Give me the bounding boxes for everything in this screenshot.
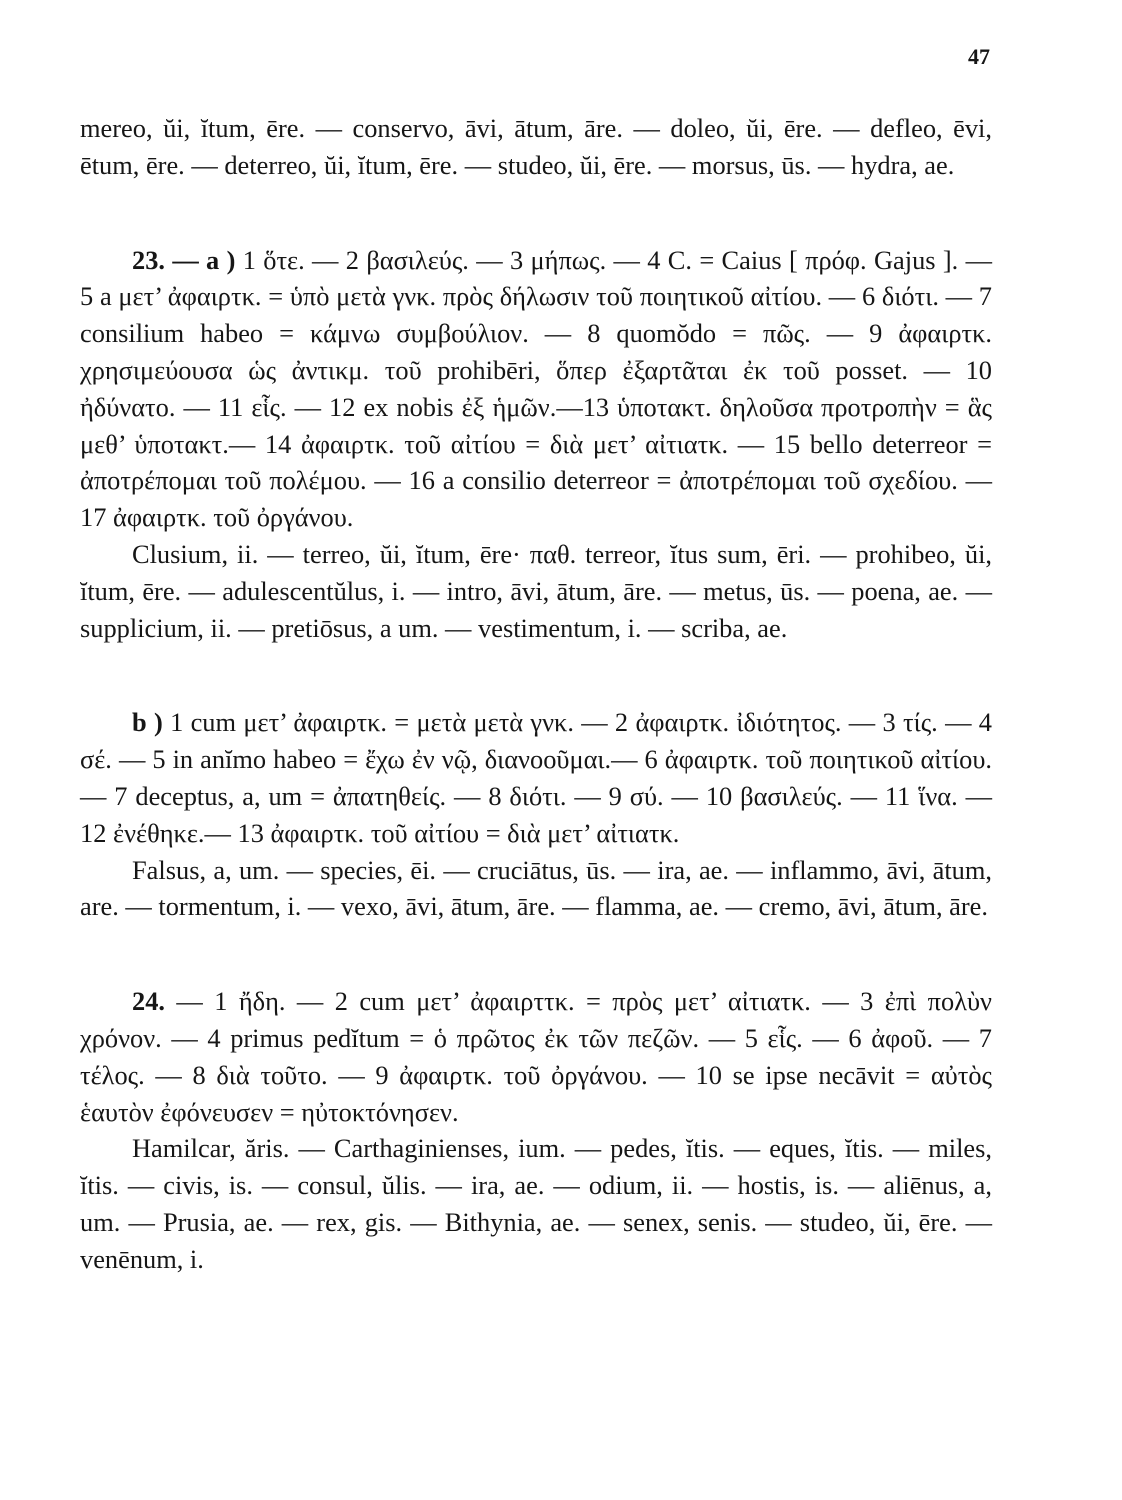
exercise-24-notes [80,983,992,1130]
vocabulary-23a: Clusium, ii. — terreo, ŭi, ĭtum, ēre· παθ. terreor, ĭtus sum, ēri. — prohibeo, ŭi, ĭtum, ēre. — adulescentŭlus, i. — intro, āvi, ātum, āre. — metus, ūs. — poena, ae. — supplicium, ii. — pretiōsus, a um. — vestimentum, i. — scriba, ae. [80,538,992,643]
exercise-23a-notes [80,242,992,536]
exercise-23b-notes [80,704,992,851]
notes-23b-text: 1 cum μετ’ ἀφαιρτκ. = μετὰ μετὰ γνκ. — 2 ἀφαιρτκ. ἰδιότητος. — 3 τίς. — 4 σέ. — 5 in anĭmo habeo = ἔχω ἐν νῷ, διανοοῦμαι.— 6 ἀφαιρτκ. τοῦ ποιητικοῦ αἰτίου. — 7 deceptus, a, um = ἀπατηθείς. — 8 διότι. — 9 σύ. — 10 βασιλεύς. — 11 ἵνα. — 12 ἐνέθηκε.— 13 ἀφαιρτκ. τοῦ αἰτίου = διὰ μετ’ αἰτιατκ. [80,707,992,848]
section-label-23b: b ) [132,707,163,738]
vocabulary-23b: Falsus, a, um. — species, ēi. — cruciātus, ūs. — ira, ae. — inflammo, āvi, ātum, are. — tormentum, i. — vexo, āvi, ātum, āre. — flamma, ae. — cremo, āvi, ātum, āre. [80,854,992,922]
section-label-24: 24. [132,986,165,1017]
page-text [80,110,992,1278]
vocabulary-paragraph: mereo, ŭi, ĭtum, ēre. — conservo, āvi, ātum, āre. — doleo, ŭi, ēre. — defleo, ēvi, ētum, ēre. — deterreo, ŭi, ĭtum, ēre. — studeo, ŭi, ēre. — morsus, ūs. — hydra, ae. [80,113,992,180]
notes-24-text: — 1 ἤδη. — 2 cum μετ’ ἀφαιρττκ. = πρὸς μετ’ αἰτιατκ. — 3 ἐπὶ πολὺν χρόνον. — 4 primus pedĭtum = ὁ πρῶτος ἐκ τῶν πεζῶν. — 5 εἷς. — 6 ἀφοῦ. — 7 τέλος. — 8 διὰ τοῦτο. — 9 ἀφαιρτκ. τοῦ ὀργάνου. — 10 se ipse necāvit = αὐτὸς ἑαυτὸν ἐφόνευσεν = ηὐτοκτόνησεν. [80,986,992,1127]
vocabulary-24: Hamilcar, ăris. — Carthaginienses, ium. — pedes, ĭtis. — eques, ĭtis. — miles, ĭtis. — civis, is. — consul, ŭlis. — ira, ae. — odium, ii. — hostis, is. — aliēnus, a, um. — Prusia, ae. — rex, gis. — Bithynia, ae. — senex, senis. — studeo, ŭi, ēre. — venēnum, i. [80,1133,992,1274]
section-label-23a: 23. — a ) [132,244,236,275]
page-number: 47 [968,44,990,69]
notes-23a-text: 1 ὅτε. — 2 βασιλεύς. — 3 μήπως. — 4 C. = Caius [ πρόφ. Gajus ]. — 5 a μετ’ ἀφαιρτκ. = ὑπὸ μετὰ γνκ. πρὸς δήλωσιν τοῦ ποιητικοῦ αἰτίου. — 6 διότι. — 7 consilium habeo = κάμνω συμβούλιον. — 8 quomŏdo = πῶς. — 9 ἀφαιρτκ. χρησιμεύουσα ὡς ἀντικμ. τοῦ prohibēri, ὅπερ ἐξαρτᾶται ἐκ τοῦ posset. — 10 ἠδύνατο. — 11 εἷς. — 12 ex nobis ἐξ ἡμῶν.—13 ὑποτακτ. δηλοῦσα προτροπὴν = ἃς μεθ’ ὑποτακτ.— 14 ἀφαιρτκ. τοῦ αἰτίου = διὰ μετ’ αἰτιατκ. — 15 bello deterreor = ἀποτρέπομαι τοῦ πολέμου. — 16 a consilio deterreor = ἀποτρέπομαι τοῦ σχεδίου. — 17 ἀφαιρτκ. τοῦ ὀργάνου. [80,244,992,533]
